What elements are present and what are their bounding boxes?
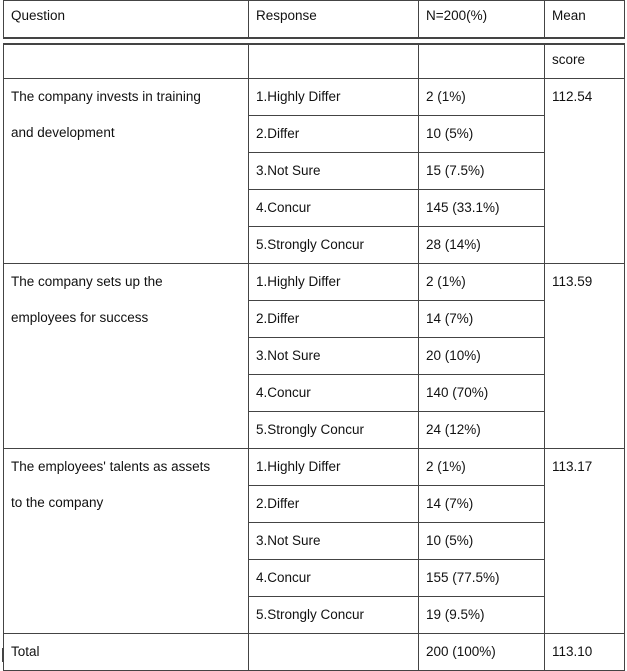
count-cell: 145 (33.1%) bbox=[419, 190, 545, 227]
response-cell: 1.Highly Differ bbox=[249, 79, 419, 116]
count-cell: 155 (77.5%) bbox=[419, 560, 545, 597]
header-mean: Mean bbox=[545, 1, 625, 39]
count-cell: 14 (7%) bbox=[419, 301, 545, 338]
header-question: Question bbox=[4, 1, 249, 39]
mean-score-cell: 113.59 bbox=[545, 264, 625, 449]
count-cell: 15 (7.5%) bbox=[419, 153, 545, 190]
table-row bbox=[4, 449, 625, 486]
response-cell: 3.Not Sure bbox=[249, 523, 419, 560]
response-cell: 5.Strongly Concur bbox=[249, 412, 419, 449]
count-cell: 10 (5%) bbox=[419, 523, 545, 560]
table-row bbox=[4, 79, 625, 116]
total-label: Total bbox=[4, 634, 249, 671]
response-cell: 5.Strongly Concur bbox=[249, 227, 419, 264]
response-cell: 4.Concur bbox=[249, 560, 419, 597]
question-text: The employees' talents as assets bbox=[11, 459, 211, 474]
header-n: N=200(%) bbox=[419, 1, 545, 39]
question-cell bbox=[4, 79, 249, 264]
count-cell: 2 (1%) bbox=[419, 264, 545, 301]
question-text: to the company bbox=[11, 495, 104, 510]
count-cell: 2 (1%) bbox=[419, 79, 545, 116]
question-text: The company sets up the bbox=[11, 274, 163, 289]
response-cell: 2.Differ bbox=[249, 116, 419, 153]
count-cell: 2 (1%) bbox=[419, 449, 545, 486]
question-cell bbox=[4, 264, 249, 449]
response-cell: 4.Concur bbox=[249, 190, 419, 227]
question-text: employees for success bbox=[11, 310, 149, 325]
subheader-row bbox=[4, 44, 625, 79]
response-cell: 5.Strongly Concur bbox=[249, 597, 419, 634]
count-cell: 19 (9.5%) bbox=[419, 597, 545, 634]
mean-score-cell: 112.54 bbox=[545, 79, 625, 264]
table-row bbox=[4, 264, 625, 301]
subheader-empty bbox=[249, 44, 419, 79]
mean-score-cell: 113.17 bbox=[545, 449, 625, 634]
count-cell: 24 (12%) bbox=[419, 412, 545, 449]
header-mean-sub: score bbox=[545, 44, 625, 79]
header-response: Response bbox=[249, 1, 419, 39]
groups-body bbox=[4, 79, 625, 634]
subheader-empty bbox=[4, 44, 249, 79]
count-cell: 20 (10%) bbox=[419, 338, 545, 375]
response-cell: 2.Differ bbox=[249, 301, 419, 338]
question-text: The company invests in training bbox=[11, 89, 201, 104]
response-cell: 4.Concur bbox=[249, 375, 419, 412]
total-mean: 113.10 bbox=[545, 634, 625, 671]
survey-table bbox=[3, 0, 625, 671]
count-cell: 14 (7%) bbox=[419, 486, 545, 523]
margin-tick bbox=[2, 648, 3, 662]
count-cell: 28 (14%) bbox=[419, 227, 545, 264]
total-response-empty bbox=[249, 634, 419, 671]
count-cell: 140 (70%) bbox=[419, 375, 545, 412]
total-n: 200 (100%) bbox=[419, 634, 545, 671]
header-row bbox=[4, 1, 625, 39]
response-cell: 1.Highly Differ bbox=[249, 449, 419, 486]
count-cell: 10 (5%) bbox=[419, 116, 545, 153]
response-cell: 2.Differ bbox=[249, 486, 419, 523]
response-cell: 3.Not Sure bbox=[249, 338, 419, 375]
question-cell bbox=[4, 449, 249, 634]
subheader-empty bbox=[419, 44, 545, 79]
question-text: and development bbox=[11, 125, 115, 140]
response-cell: 1.Highly Differ bbox=[249, 264, 419, 301]
total-row bbox=[4, 634, 625, 671]
response-cell: 3.Not Sure bbox=[249, 153, 419, 190]
